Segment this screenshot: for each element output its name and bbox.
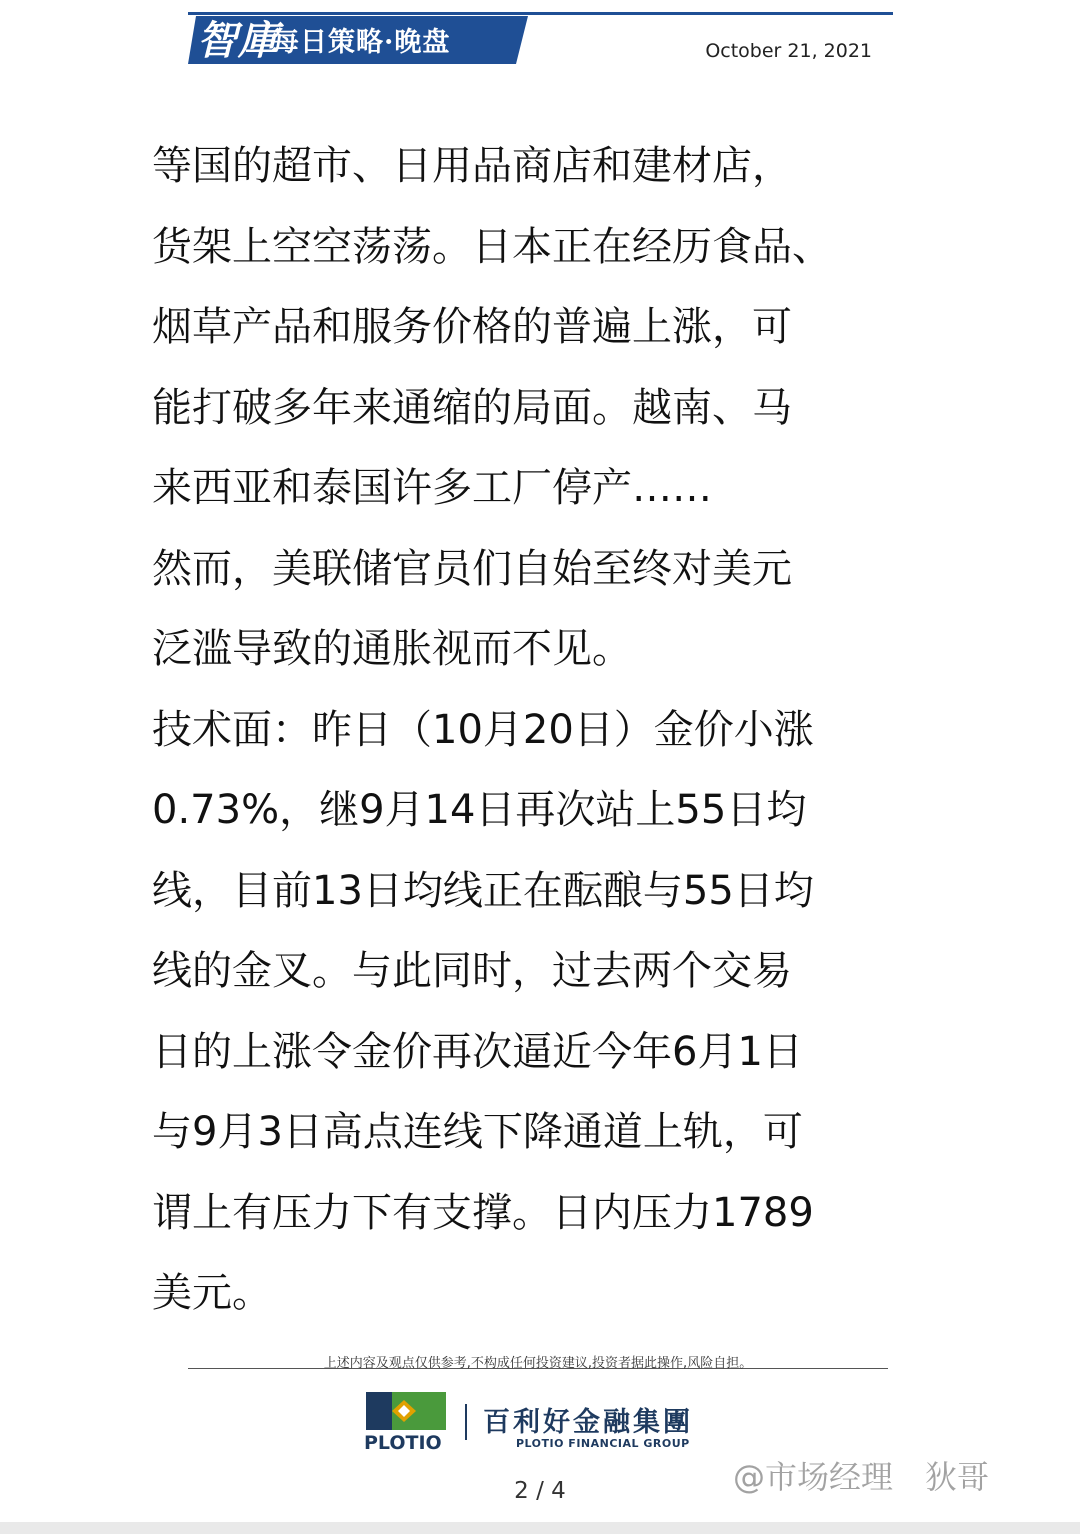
text-line: 烟草产品和服务价格的普遍上涨，可 (152, 304, 792, 350)
text-line: 线的金叉。与此同时，过去两个交易 (152, 948, 792, 994)
report-date: October 21, 2021 (705, 40, 872, 62)
bottom-bar (0, 1522, 1080, 1534)
text-line: 然而，美联储官员们自始至终对美元 (152, 545, 792, 592)
watermark-text: @市场经理 狄哥 (733, 1458, 990, 1496)
article-body (152, 126, 952, 1334)
logo-wordmark: PLOTIO (364, 1432, 442, 1454)
text-line: 泛滥导致的通胀视而不见。 (152, 626, 632, 672)
text-line: 技术面：昨日（10月20日）金价小涨 (152, 706, 814, 753)
brand-title: 智庫 (197, 17, 279, 64)
brand-subtitle: 每日策略·晚盘 (272, 27, 451, 58)
text-line: 与9月3日高点连线下降通道上轨，可 (152, 1109, 803, 1155)
group-name-cn: 百利好金融集團 (483, 1407, 693, 1438)
text-line: 美元。 (152, 1270, 272, 1316)
text-line: 货架上空空荡荡。日本正在经历食品、 (152, 223, 832, 270)
disclaimer-text: 上述内容及观点仅供参考,不构成任何投资建议,投资者据此操作,风险自担。 (323, 1356, 753, 1371)
page-indicator: 2 / 4 (514, 1478, 566, 1504)
text-line: 能打破多年来通缩的局面。越南、马 (152, 384, 792, 431)
logo-divider (465, 1404, 467, 1440)
text-line: 等国的超市、日用品商店和建材店， (152, 143, 792, 189)
text-line: 谓上有压力下有支撑。日内压力1789 (152, 1189, 814, 1236)
header-rule (188, 12, 893, 15)
text-line: 来西亚和泰国许多工厂停产…… (152, 465, 712, 511)
text-line: 日的上涨令金价再次逼近今年6月1日 (152, 1028, 803, 1075)
text-line: 线，目前13日均线正在酝酿与55日均 (152, 867, 814, 914)
plotio-logo-icon (366, 1392, 446, 1430)
text-line: 0.73%，继9月14日再次站上55日均 (152, 787, 807, 833)
group-name-en: PLOTIO FINANCIAL GROUP (516, 1437, 690, 1450)
